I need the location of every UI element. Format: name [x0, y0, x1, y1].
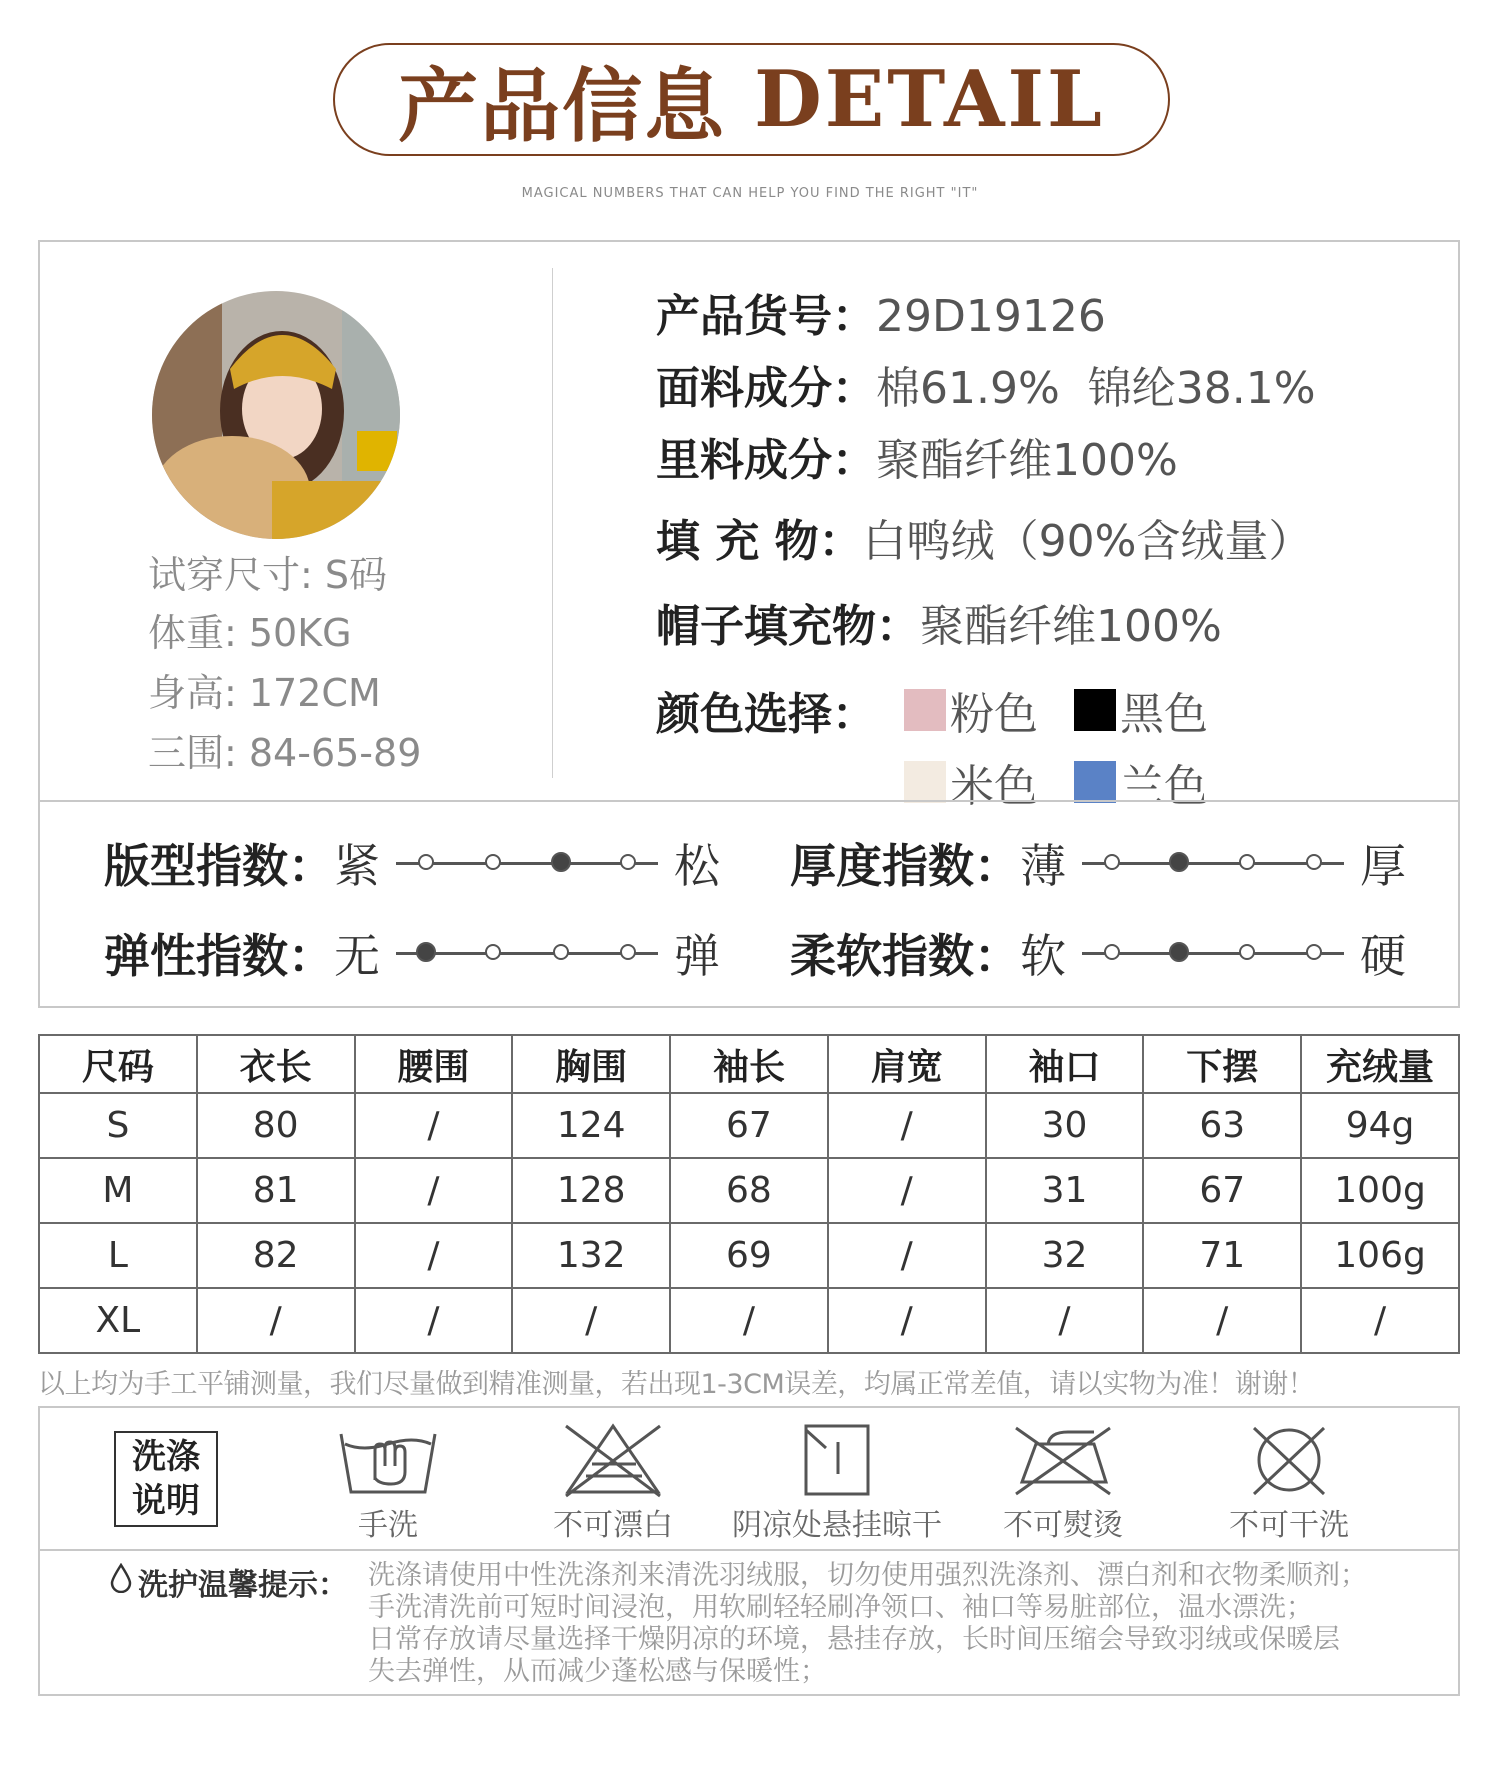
column-header: 充绒量: [1301, 1035, 1459, 1093]
no-dry-clean-icon: [1234, 1420, 1344, 1500]
table-cell: /: [355, 1223, 513, 1288]
model-photo: [152, 291, 400, 539]
scale-dot: [416, 942, 436, 962]
scale-dot: [1169, 942, 1189, 962]
index-thickness: 厚度指数： 薄 厚: [790, 839, 1406, 893]
column-header: 胸围: [512, 1035, 670, 1093]
scale-dot: [485, 854, 501, 870]
table-cell: /: [512, 1288, 670, 1353]
column-header: 袖长: [670, 1035, 828, 1093]
hang-dry-shade-icon: [782, 1420, 892, 1500]
scale-dot: [1306, 944, 1322, 960]
column-header: 腰围: [355, 1035, 513, 1093]
color-swatch-beige: [904, 761, 946, 803]
scale-dot: [485, 944, 501, 960]
scale-dot: [1239, 854, 1255, 870]
no-bleach-icon: [558, 1420, 668, 1500]
color-option[interactable]: 黑色: [1074, 678, 1244, 742]
size-table: [38, 1034, 1460, 1354]
scale-dot: [1306, 854, 1322, 870]
spec-filling: 填 充 物：白鸭绒（90%含绒量）: [656, 516, 1313, 567]
page-subtitle: MAGICAL NUMBERS THAT CAN HELP YOU FIND THE RIGHT "IT": [521, 186, 979, 201]
column-header: 尺码: [39, 1035, 197, 1093]
table-cell: /: [197, 1288, 355, 1353]
care-tip-title: 洗护温馨提示：: [110, 1560, 348, 1604]
spec-colors-label: 颜色选择：: [656, 689, 876, 740]
color-option[interactable]: 粉色: [904, 678, 1074, 742]
table-cell: 128: [512, 1158, 670, 1223]
title-english: DETAIL: [754, 54, 1105, 145]
table-cell: 67: [1143, 1158, 1301, 1223]
care-label: 阴凉处悬挂晾干: [732, 1508, 942, 1543]
table-row: [39, 1093, 1459, 1158]
table-cell: /: [986, 1288, 1144, 1353]
index-scale: [396, 938, 658, 968]
column-header: 袖口: [986, 1035, 1144, 1093]
index-fit: 版型指数： 紧 松: [104, 839, 720, 893]
scale-dot: [418, 854, 434, 870]
table-cell: 100g: [1301, 1158, 1459, 1223]
care-label: 手洗: [358, 1508, 418, 1543]
spec-hood-filling: 帽子填充物：聚酯纤维100%: [656, 601, 1222, 652]
table-cell: 32: [986, 1223, 1144, 1288]
table-cell: 80: [197, 1093, 355, 1158]
scale-dot: [553, 944, 569, 960]
table-row: [39, 1223, 1459, 1288]
scale-dot: [620, 854, 636, 870]
title-chinese: 产品信息: [398, 60, 727, 153]
hand-wash-icon: [333, 1420, 443, 1500]
table-cell: 68: [670, 1158, 828, 1223]
scale-dot: [620, 944, 636, 960]
spec-lining: 里料成分：聚酯纤维100%: [656, 435, 1178, 486]
table-cell: /: [1143, 1288, 1301, 1353]
index-softness: 柔软指数： 软 硬: [790, 929, 1406, 983]
index-scale: [1082, 848, 1344, 878]
table-cell: L: [39, 1223, 197, 1288]
color-option[interactable]: 米色: [904, 750, 1074, 814]
index-scale: [1082, 938, 1344, 968]
model-size: 试穿尺寸: S码: [148, 553, 388, 597]
table-cell: 94g: [1301, 1093, 1459, 1158]
table-header-row: [39, 1035, 1459, 1093]
divider: [38, 1549, 1460, 1551]
table-cell: /: [670, 1288, 828, 1353]
table-cell: 124: [512, 1093, 670, 1158]
table-cell: 30: [986, 1093, 1144, 1158]
model-height: 身高: 172CM: [148, 671, 381, 715]
care-label: 不可漂白: [553, 1508, 673, 1543]
table-cell: 106g: [1301, 1223, 1459, 1288]
table-cell: /: [355, 1093, 513, 1158]
table-cell: 132: [512, 1223, 670, 1288]
scale-dot: [1239, 944, 1255, 960]
scale-dot: [551, 852, 571, 872]
table-cell: /: [828, 1288, 986, 1353]
model-weight: 体重: 50KG: [148, 611, 352, 655]
scale-dot: [1104, 854, 1120, 870]
table-cell: /: [355, 1158, 513, 1223]
droplet-icon: [110, 1563, 132, 1601]
index-elasticity: 弹性指数： 无 弹: [104, 929, 720, 983]
table-row: [39, 1288, 1459, 1353]
table-cell: 67: [670, 1093, 828, 1158]
model-measurements: 三围: 84-65-89: [148, 731, 422, 775]
spec-fabric: 面料成分：棉61.9% 锦纶38.1%: [656, 363, 1316, 414]
table-cell: 31: [986, 1158, 1144, 1223]
page-title: [333, 43, 1170, 156]
table-cell: /: [828, 1158, 986, 1223]
spec-item-no: 产品货号：29D19126: [656, 291, 1106, 342]
table-cell: M: [39, 1158, 197, 1223]
color-option[interactable]: 兰色: [1074, 750, 1244, 814]
care-tip-text: 洗涤请使用中性洗涤剂来清洗羽绒服，切勿使用强烈洗涤剂、漂白剂和衣物柔顺剂； 手洗清洗前可短时间浸泡，用软刷轻轻刷净领口、袖口等易脏部位，温水漂洗； 日常存放请尽量选择干燥阴凉的环境，悬挂存放，长时间压缩会导致羽绒或保暖层 失去弹性，从而减少蓬松感与保暖性；: [368, 1560, 1367, 1687]
table-cell: XL: [39, 1288, 197, 1353]
table-cell: /: [355, 1288, 513, 1353]
index-scale: [396, 848, 658, 878]
table-cell: 71: [1143, 1223, 1301, 1288]
table-cell: /: [828, 1093, 986, 1158]
table-cell: 81: [197, 1158, 355, 1223]
table-cell: S: [39, 1093, 197, 1158]
color-swatch-black: [1074, 689, 1116, 731]
divider: [552, 268, 553, 778]
color-options: [904, 678, 1244, 814]
care-label: 不可熨烫: [1003, 1508, 1123, 1543]
table-cell: 63: [1143, 1093, 1301, 1158]
table-cell: 69: [670, 1223, 828, 1288]
table-cell: /: [828, 1223, 986, 1288]
color-swatch-blue: [1074, 761, 1116, 803]
column-header: 肩宽: [828, 1035, 986, 1093]
no-iron-icon: [1008, 1420, 1118, 1500]
care-label: 不可干洗: [1229, 1508, 1349, 1543]
care-badge: 洗涤 说明: [114, 1431, 218, 1527]
column-header: 下摆: [1143, 1035, 1301, 1093]
table-cell: 82: [197, 1223, 355, 1288]
column-header: 衣长: [197, 1035, 355, 1093]
measurement-note: 以上均为手工平铺测量，我们尽量做到精准测量，若出现1-3CM误差，均属正常差值，请以实物为准！谢谢！: [38, 1369, 1315, 1400]
table-row: [39, 1158, 1459, 1223]
table-cell: /: [1301, 1288, 1459, 1353]
scale-dot: [1104, 944, 1120, 960]
scale-dot: [1169, 852, 1189, 872]
color-swatch-pink: [904, 689, 946, 731]
